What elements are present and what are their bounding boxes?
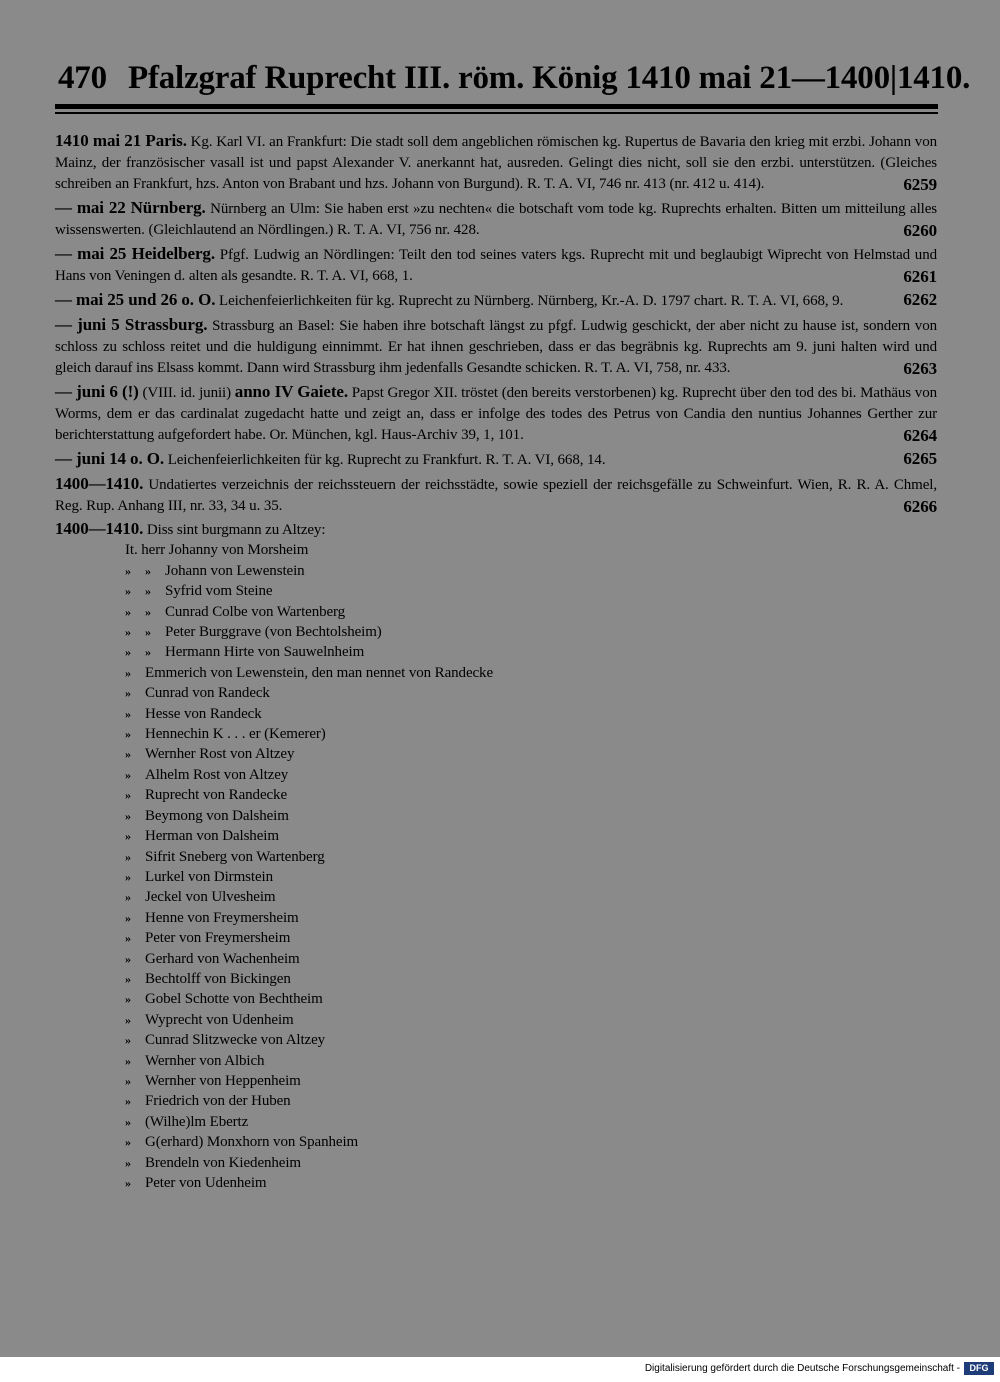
list-item (55, 1132, 937, 1152)
ditto-mark: » (125, 625, 131, 640)
page-title: Pfalzgraf Ruprecht III. röm. König 1410 mai 21—1400|1410. (128, 60, 971, 96)
list-item (55, 683, 937, 703)
ditto-mark: » (145, 625, 151, 640)
list-item (55, 1030, 937, 1050)
ditto-mark: » (125, 1033, 131, 1048)
list-item (55, 847, 937, 867)
list-item (55, 1091, 937, 1111)
list-item (55, 785, 937, 805)
regest-entry (55, 289, 937, 312)
list-item-text: Ruprecht von Randecke (145, 787, 288, 804)
header-rule-thick (55, 104, 938, 109)
list-item-text: Brendeln von Kiedenheim (145, 1154, 301, 1171)
ditto-mark: » (125, 727, 131, 742)
ditto-mark: » (125, 706, 131, 721)
list-item (55, 887, 937, 907)
entry-text: Pfgf. Ludwig an Nördlingen: Teilt den tod seines vaters kgs. Ruprecht mit und beglaubigt Wiprecht von Helmstad und Hans von Veningen d. alten als gesandte. R. T. A. VI, 668, 1. (55, 247, 937, 284)
ditto-mark: » (145, 645, 151, 660)
list-item (55, 581, 937, 601)
ditto-mark: » (125, 1155, 131, 1170)
regest-entries (55, 130, 938, 1191)
ditto-mark: » (125, 951, 131, 966)
regest-entry (55, 473, 937, 517)
list-item (55, 989, 937, 1009)
ditto-mark: » (125, 645, 131, 660)
list-item (55, 602, 937, 622)
list-item-text: Alhelm Rost von Altzey (145, 766, 289, 783)
list-heading (55, 519, 937, 540)
ditto-mark: » (125, 971, 131, 986)
entry-number: 6261 (903, 267, 937, 286)
list-item-text: Wernher von Albich (145, 1052, 265, 1069)
entry-heading: — juni 5 Strassburg. (55, 315, 208, 334)
entry-number: 6260 (903, 221, 937, 240)
list-item-text: Johann von Lewenstein (165, 562, 305, 579)
list-item (55, 642, 937, 662)
list-item-text: Hesse von Randeck (145, 705, 262, 722)
list-item-text: Gerhard von Wachenheim (145, 950, 300, 967)
entry-text: Strassburg an Basel: Sie haben ihre botschaft längst zu pfgf. Ludwig geschickt, der aber nicht zu hause ist, sondern von schloss zu schloss reitet und die huldigung einnimmt. Er hat ihnen geschrieben, dass er das begräbnis kg. Ruprechts am 9. juni halten wird und gleich darauf ins Elsass kommt. Dann wird Strassburg ihm jedenfalls Gesandte schicken. R. T. A. VI, 758, nr. 433. (55, 318, 937, 376)
ditto-mark: » (125, 665, 131, 680)
ditto-mark: » (125, 1073, 131, 1088)
digitization-footer (0, 1357, 1000, 1382)
list-item (55, 806, 937, 826)
list-item-first (55, 540, 937, 560)
ditto-mark: » (125, 788, 131, 803)
entry-number: 6259 (903, 175, 937, 194)
list-item (55, 1071, 937, 1091)
entry-heading: — mai 25 und 26 o. O. (55, 290, 216, 309)
list-item (55, 1112, 937, 1132)
ditto-mark: » (125, 849, 131, 864)
ditto-mark: » (125, 1176, 131, 1190)
ditto-mark: » (125, 1135, 131, 1150)
entry-text: Leichenfeierlichkeiten für kg. Ruprecht zu Frankfurt. R. T. A. VI, 668, 14. (167, 452, 606, 468)
list-date: 1400—1410. (55, 519, 144, 538)
list-item (55, 949, 937, 969)
ditto-mark: » (125, 890, 131, 905)
entry-text: Leichenfeierlichkeiten für kg. Ruprecht zu Nürnberg. Nürnberg, Kr.-A. D. 1797 chart. R. T. A. VI, 668, 9. (219, 293, 844, 309)
entry-text: Kg. Karl VI. an Frankfurt: Die stadt soll dem angeblichen römischen kg. Rupertus de Bavaria den krieg mit erzbi. Johann von Mainz, der französischer vasall ist und papst Alexander V. anerkannt hat, ausreden. Gelingt dies nicht, soll sie den erzbi. unterstützen. (Gleiches schreiben an Frankfurt, hzs. Anton von Brabant und hzs. Johann von Burgund). R. T. A. VI, 746 nr. 413 (nr. 412 u. 414). (55, 134, 937, 192)
regest-entry (55, 130, 937, 195)
entry-heading: 1410 mai 21 Paris. (55, 131, 187, 150)
list-item-text: Peter von Freymersheim (145, 930, 291, 947)
list-item-text: Wernher Rost von Altzey (145, 746, 295, 763)
list-item-text: Friedrich von der Huben (145, 1093, 291, 1110)
list-item (55, 765, 937, 785)
ditto-mark: » (125, 869, 131, 884)
ditto-mark: » (125, 1053, 131, 1068)
list-item (55, 1010, 937, 1030)
entry-heading: — mai 22 Nürnberg. (55, 198, 206, 217)
list-item (55, 561, 937, 581)
entry-number: 6264 (903, 426, 937, 445)
regest-entry (55, 448, 937, 471)
entry-number: 6266 (903, 497, 937, 516)
list-item-text: Beymong von Dalsheim (145, 807, 289, 824)
ditto-mark: » (145, 604, 151, 619)
list-item-text: It. herr Johanny von Morsheim (125, 542, 309, 559)
entry-heading-date-note: (VIII. id. junii) (142, 385, 232, 401)
list-item-text: (Wilhe)lm Ebertz (145, 1113, 249, 1130)
ditto-mark: » (125, 910, 131, 925)
ditto-mark: » (125, 1012, 131, 1027)
list-item-text: Emmerich von Lewenstein, den man nennet von Randecke (145, 664, 494, 681)
page-number: 470 (58, 60, 107, 96)
regest-entry (55, 381, 937, 446)
ditto-mark: » (125, 747, 131, 762)
list-item-text: Cunrad Slitzwecke von Altzey (145, 1032, 326, 1049)
ditto-mark: » (125, 584, 131, 599)
ditto-mark: » (125, 1094, 131, 1109)
ditto-mark: » (125, 808, 131, 823)
entry-heading: 1400—1410. (55, 474, 144, 493)
ditto-mark: » (145, 584, 151, 599)
entry-number: 6265 (903, 449, 937, 468)
list-item-text: Sifrit Sneberg von Wartenberg (145, 848, 325, 865)
list-item (55, 663, 937, 683)
entry-heading-place: anno IV Gaiete. (234, 382, 348, 401)
list-item (55, 622, 937, 642)
ditto-mark: » (125, 604, 131, 619)
list-item-text: Cunrad Colbe von Wartenberg (165, 603, 346, 620)
list-item-text: Peter Burggrave (von Bechtolsheim) (165, 624, 382, 641)
entry-text: Undatiertes verzeichnis der reichssteuern der reichsstädte, sowie speziell der reichsgefälle zu Schweinfurt. Wien, R. R. A. Chmel, Reg. Rup. Anhang III, nr. 33, 34 u. 35. (55, 477, 937, 514)
ditto-mark: » (125, 686, 131, 701)
list-item-text: Jeckel von Ulvesheim (145, 889, 276, 906)
list-item-text: Gobel Schotte von Bechtheim (145, 991, 323, 1008)
burgmann-list (55, 519, 937, 1193)
list-item (55, 1173, 937, 1193)
list-item-text: Cunrad von Randeck (145, 685, 270, 702)
list-item-text: G(erhard) Monxhorn von Spanheim (145, 1134, 359, 1151)
ditto-mark: » (125, 931, 131, 946)
list-item (55, 744, 937, 764)
entry-number: 6263 (903, 359, 937, 378)
list-item-text: Hermann Hirte von Sauwelnheim (165, 644, 365, 661)
entry-heading: — juni 14 o. O. (55, 449, 165, 468)
list-item (55, 826, 937, 846)
list-double-ditto-items (55, 561, 937, 663)
ditto-mark: » (125, 1114, 131, 1129)
dfg-logo: DFG (964, 1362, 994, 1375)
list-item (55, 908, 937, 928)
list-item (55, 1051, 937, 1071)
entry-heading: — juni 6 (!) (55, 382, 139, 401)
ditto-mark: » (125, 829, 131, 844)
list-item-text: Wernher von Heppenheim (145, 1072, 301, 1089)
list-item-text: Henne von Freymersheim (145, 909, 299, 926)
list-item (55, 867, 937, 887)
page-header (58, 58, 971, 102)
entry-text: Papst Gregor XII. tröstet (den bereits verstorbenen) kg. Ruprecht über den tod des bi. Mathäus von Worms, dem er das cardinalat zugedacht hatte und zeigt an, dass er infolge des todes des Petrus von Candia den nuntius Johannes Gerther zur berichterstattung aufgefordert habe. Or. München, kgl. Haus-Archiv 39, 1, 101. (55, 385, 938, 443)
list-item (55, 1153, 937, 1173)
regest-entry (55, 314, 937, 379)
list-single-ditto-items (55, 663, 937, 1194)
list-item-text: Bechtolff von Bickingen (145, 970, 291, 987)
list-item-text: Lurkel von Dirmstein (145, 868, 273, 885)
list-item-text: Syfrid vom Steine (165, 583, 273, 600)
entry-heading: — mai 25 Heidelberg. (55, 244, 215, 263)
list-item-text: Wyprecht von Udenheim (145, 1011, 294, 1028)
list-item (55, 724, 937, 744)
regest-entry (55, 243, 937, 287)
list-item (55, 928, 937, 948)
footer-credit: Digitalisierung gefördert durch die Deutsche Forschungsgemeinschaft - (644, 1363, 960, 1374)
list-intro: Diss sint burgmann zu Altzey: (146, 522, 326, 538)
entry-number: 6262 (903, 290, 937, 309)
list-item-text: Peter von Udenheim (145, 1175, 267, 1191)
entry-text: Nürnberg an Ulm: Sie haben erst »zu nechten« die botschaft vom tode kg. Ruprechts erhalten. Bitten um mitteilung alles wissenswerten. (Gleichlautend an Nördlingen.) R. T. A. VI, 756 nr. 428. (55, 201, 937, 238)
ditto-mark: » (125, 992, 131, 1007)
list-item (55, 969, 937, 989)
list-item-text: Hennechin K . . . er (Kemerer) (145, 726, 326, 743)
regest-entry (55, 197, 937, 241)
list-item-text: Herman von Dalsheim (145, 828, 279, 845)
header-rule-thin (55, 112, 938, 114)
ditto-mark: » (125, 563, 131, 578)
list-item (55, 704, 937, 724)
ditto-mark: » (125, 767, 131, 782)
ditto-mark: » (145, 563, 151, 578)
